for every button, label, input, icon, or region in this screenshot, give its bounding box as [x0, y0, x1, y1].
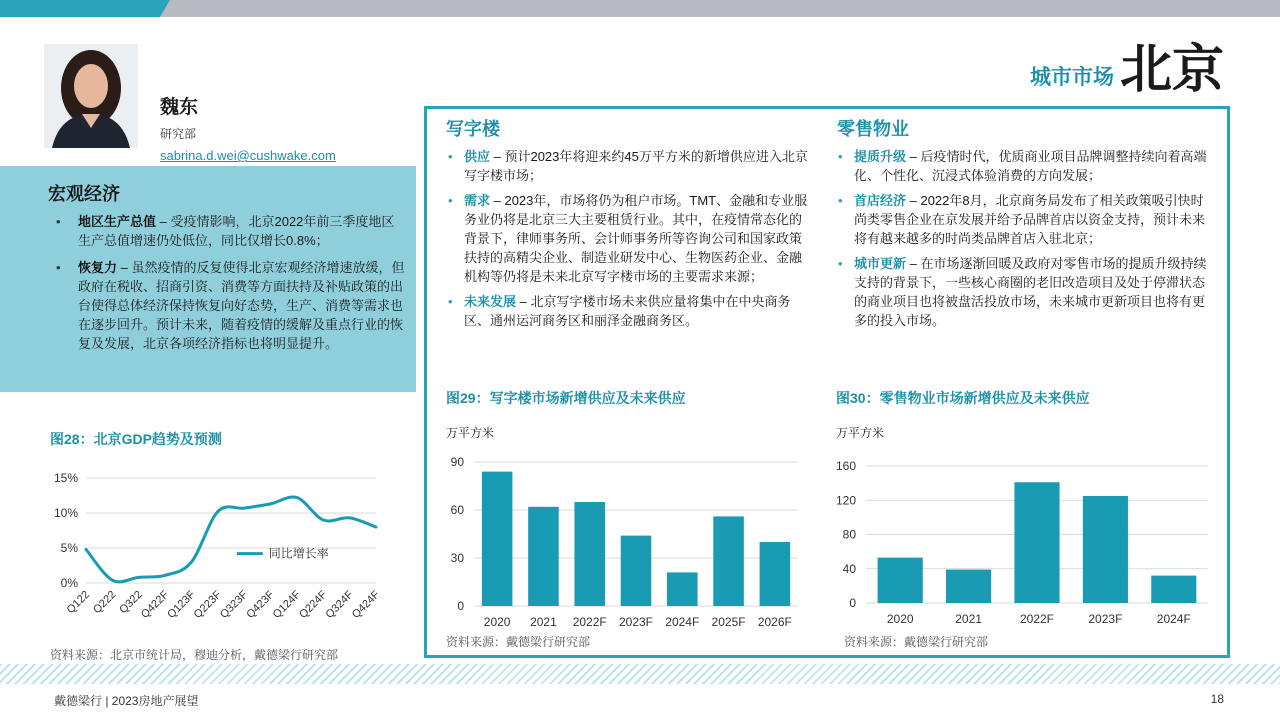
fig28-data-point [190, 561, 193, 564]
author-dept: 研究部 [160, 127, 197, 141]
fig28-data-point [85, 548, 88, 551]
fig28-ytick-label: 0% [60, 576, 78, 590]
office-list [448, 147, 810, 336]
fig28-legend-label: 同比增长率 [268, 546, 329, 561]
fig28-category-label: Q424F [349, 588, 383, 621]
fig28-data-point [375, 526, 378, 529]
fig28-data-point [295, 496, 298, 499]
fig29-bar [713, 516, 744, 606]
bullet-icon: • [838, 149, 843, 164]
author-photo [44, 44, 138, 148]
retail-item-text: – 2022年8月，北京商务局发布了相关政策吸引快时尚类零售企业在京发展并给予品牌首店以资金支持，预计未来将有越来越多的时尚类品牌首店入驻北京； [854, 193, 1206, 246]
office-item-text: – 预计2023年将迎来约45万平方米的新增供应进入北京写字楼市场； [464, 149, 808, 183]
fig29-category-label: 2021 [530, 615, 557, 629]
author-email-link[interactable]: sabrina.d.wei@cushwake.com [160, 148, 336, 163]
retail-item-text: – 在市场逐渐回暖及政府对零售市场的提质升级持续支持的背景下，一些核心商圈的老旧改造项目及处于停滞状态的商业项目也将被盘活投放市场，未来城市更新项目也将有更多的投入市场。 [854, 256, 1207, 328]
fig30-ytick-label: 120 [835, 493, 856, 508]
city-title-prefix: 城市市场 [1029, 66, 1114, 89]
retail-item-upgrade [838, 147, 1210, 185]
office-heading: 写字楼 [446, 119, 500, 139]
fig28-category-label: Q422F [138, 588, 172, 621]
fig29-ytick-label: 0 [457, 599, 464, 613]
macro-economy-panel [0, 166, 416, 392]
top-bar-accent [0, 0, 170, 17]
bullet-icon: • [56, 260, 61, 275]
fig28-category-label: Q224F [297, 588, 330, 621]
fig30-retail-bar-chart [826, 448, 1218, 634]
fig28-category-label: Q122 [64, 588, 93, 617]
city-title [1029, 41, 1224, 99]
fig28-data-point [164, 574, 167, 577]
fig29-category-label: 2020 [483, 615, 511, 629]
bullet-icon: • [448, 294, 453, 309]
footer-hatch [0, 664, 1280, 684]
fig28-data-point [243, 507, 246, 510]
macro-heading: 宏观经济 [48, 184, 120, 204]
fig30-unit: 万平方米 [836, 426, 885, 440]
macro-item-keyword: 地区生产总值 [78, 214, 157, 229]
bullet-icon: • [838, 256, 843, 271]
fig30-category-label: 2022F [1019, 612, 1055, 626]
retail-item-keyword: 提质升级 [854, 149, 907, 164]
page-number: 18 [1210, 692, 1224, 706]
retail-item-keyword: 城市更新 [854, 256, 907, 271]
fig29-category-label: 2025F [711, 615, 746, 629]
fig29-bar [574, 502, 605, 606]
fig28-data-point [348, 516, 351, 519]
fig28-title: 图28：北京GDP趋势及预测 [50, 431, 222, 447]
fig30-ytick-label: 0 [849, 596, 856, 610]
fig28-category-label: Q323F [218, 588, 251, 621]
office-item-supply [448, 147, 810, 185]
retail-list [838, 147, 1210, 336]
city-title-name: 北京 [1119, 41, 1224, 99]
macro-list [54, 212, 406, 361]
retail-item-text: – 后疫情时代，优质商业项目品牌调整持续向着高端化、个性化、沉浸式体验消费的方向发展； [854, 149, 1207, 183]
office-item-text: – 2023年，市场将仍为租户市场。TMT、金融和专业服务业仍将是北京三大主要租赁行业。其中，在疫情常态化的背景下，律师事务所、会计师事务所等咨询公司和国家政策扶持的高精尖企业、制造业研发中心、生物医药企业、金融机构等仍将是未来北京写字楼市场的主要需求来源； [464, 193, 808, 284]
author-block [160, 92, 336, 165]
retail-item-renewal [838, 254, 1210, 330]
fig29-bar [667, 572, 698, 606]
fig28-gdp-line-chart [40, 458, 410, 638]
fig30-bar [1014, 482, 1059, 603]
bullet-icon: • [838, 193, 843, 208]
macro-item-gdp [54, 212, 406, 250]
fig29-ytick-label: 90 [450, 455, 464, 469]
fig30-bar [1151, 576, 1196, 603]
fig28-ytick-label: 15% [53, 471, 78, 485]
fig29-ytick-label: 30 [450, 551, 464, 565]
macro-item-keyword: 恢复力 [78, 260, 118, 275]
fig28-category-label: Q223F [191, 588, 224, 621]
author-name: 魏东 [160, 97, 199, 118]
fig28-category-label: Q124F [270, 588, 304, 621]
fig29-bar [760, 542, 791, 606]
fig29-category-label: 2026F [757, 615, 792, 629]
top-bar [0, 0, 1280, 17]
macro-item-text: – 虽然疫情的反复使得北京宏观经济增速放缓，但政府在税收、招商引资、消费等方面扶持及补贴政策的出台使得总体经济保持恢复向好态势，生产、消费等需求也在逐步回升。预计未来，随着疫情的缓解及重点行业的恢复及发展，北京各项经济指标也将明显提升。 [78, 260, 405, 351]
fig29-category-label: 2023F [618, 615, 654, 629]
fig28-category-label: Q423F [244, 588, 277, 621]
fig29-ytick-label: 60 [450, 503, 464, 517]
office-item-demand [448, 191, 810, 286]
bullet-icon: • [56, 214, 61, 229]
fig28-category-label: Q222 [90, 588, 119, 617]
fig30-ytick-label: 160 [835, 459, 856, 473]
fig29-bar [528, 507, 559, 606]
retail-item-keyword: 首店经济 [854, 193, 907, 208]
fig28-source: 资料来源：北京市统计局，穆迪分析，戴德梁行研究部 [50, 648, 339, 662]
fig28-ytick-label: 5% [60, 541, 78, 555]
office-item-text: – 北京写字楼市场未来供应量将集中在中央商务区、通州运河商务区和丽泽金融商务区。 [464, 294, 791, 328]
office-item-keyword: 未来发展 [464, 294, 517, 309]
retail-heading: 零售物业 [837, 119, 909, 139]
macro-item-resilience [54, 258, 406, 353]
fig28-category-label: Q123F [165, 588, 198, 621]
fig30-source: 资料来源：戴德梁行研究部 [844, 635, 989, 649]
fig29-office-bar-chart [436, 448, 808, 634]
fig28-data-point [137, 576, 140, 579]
fig30-category-label: 2023F [1088, 612, 1123, 626]
retail-item-first-store [838, 191, 1210, 248]
fig30-category-label: 2024F [1156, 612, 1191, 626]
fig29-category-label: 2024F [665, 615, 700, 629]
office-item-future [448, 292, 810, 330]
fig28-data-point [269, 502, 272, 505]
footer-brand: 戴德梁行 | 2023房地产展望 [54, 694, 199, 708]
fig30-bar [946, 570, 991, 603]
macro-item-text: – 受疫情影响，北京2022年前三季度地区生产总值增速仍处低位，同比仅增长0.8%； [78, 214, 395, 248]
fig28-data-point [322, 519, 325, 522]
fig29-source: 资料来源：戴德梁行研究部 [446, 635, 591, 649]
fig28-category-label: Q324F [323, 588, 356, 621]
office-item-keyword: 需求 [464, 193, 491, 208]
fig30-bar [878, 558, 923, 603]
fig30-category-label: 2020 [886, 612, 914, 626]
fig28-ytick-label: 10% [53, 506, 78, 520]
bullet-icon: • [448, 149, 453, 164]
fig29-bar [482, 472, 513, 606]
fig29-category-label: 2022F [572, 615, 607, 629]
fig28-data-point [111, 579, 114, 582]
fig28-data-point [216, 510, 219, 513]
office-item-keyword: 供应 [464, 149, 491, 164]
fig30-bar [1083, 496, 1128, 603]
fig30-ytick-label: 80 [842, 527, 856, 542]
author-portrait-icon [44, 44, 138, 148]
fig29-title: 图29：写字楼市场新增供应及未来供应 [446, 390, 686, 406]
fig28-category-label: Q322 [117, 588, 145, 617]
fig30-title: 图30：零售物业市场新增供应及未来供应 [836, 390, 1090, 406]
fig29-unit: 万平方米 [446, 426, 495, 440]
fig30-ytick-label: 40 [842, 561, 856, 576]
fig28-series-line [86, 497, 376, 582]
bullet-icon: • [448, 193, 453, 208]
fig30-category-label: 2021 [955, 612, 982, 626]
fig29-bar [621, 536, 652, 606]
